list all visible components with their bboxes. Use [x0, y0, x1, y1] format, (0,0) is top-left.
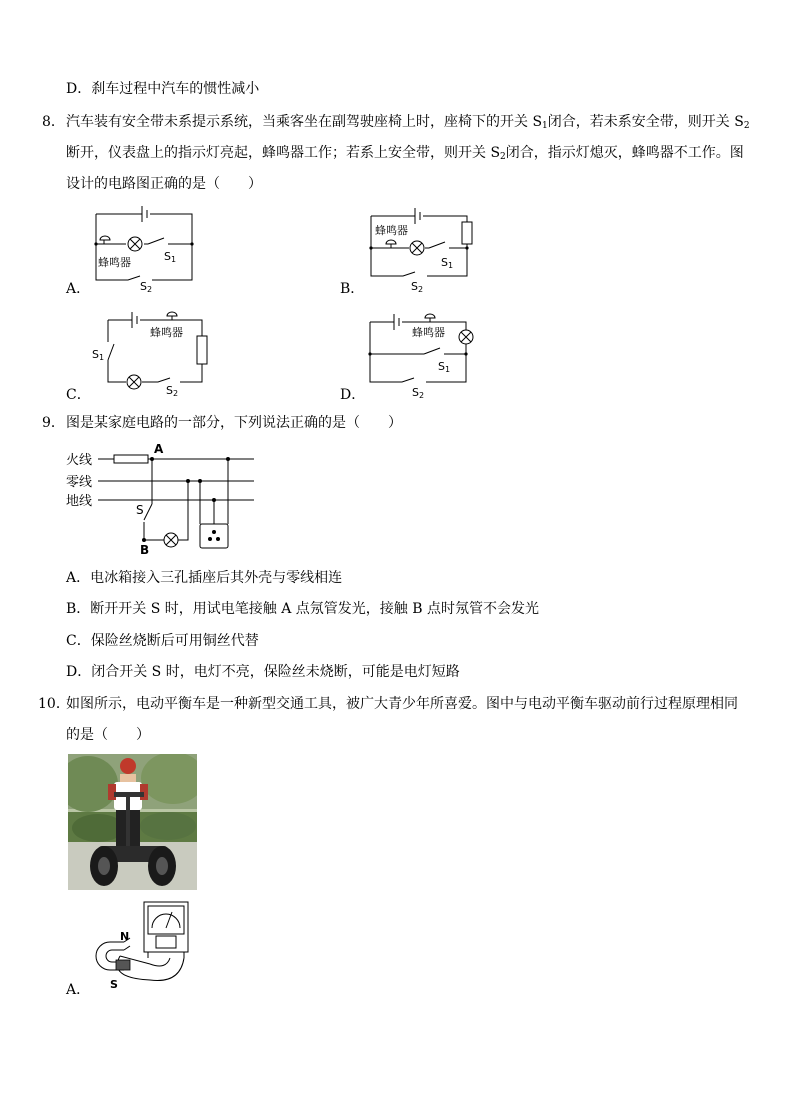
balance-scooter-photo: [68, 754, 197, 890]
q10-stem-line-1: 如图所示，电动平衡车是一种新型交通工具，被广大青少年所喜爱。图中与电动平衡车驱动前行过程原理相同: [66, 696, 738, 712]
q9-option-d[interactable]: D．闭合开关 S 时，电灯不亮，保险丝未烧断，可能是电灯短路: [66, 664, 460, 680]
q8-option-a-label[interactable]: A．: [66, 281, 91, 297]
switch-s-label: S: [136, 503, 144, 517]
buzzer-label: 蜂鸣器: [412, 326, 445, 339]
q8-stem-text: 汽车装有安全带未系提示系统，当乘客坐在副驾驶座椅上时，座椅下的开关 S: [66, 114, 543, 130]
north-pole-label: N: [120, 930, 130, 943]
q8-stem-text: 断开，仪表盘上的指示灯亮起，蜂鸣器工作；若系上安全带，则开关 S: [66, 145, 501, 161]
s2-label: S2: [412, 386, 425, 398]
subscript: 2: [743, 121, 750, 131]
q8-number: 8．: [42, 114, 65, 130]
q8-circuit-a: [90, 200, 200, 292]
q8-circuit-c: [88, 306, 210, 398]
s1-label: S1: [441, 256, 454, 270]
q10-option-a-label[interactable]: A．: [66, 982, 91, 998]
q9-option-a[interactable]: A．电冰箱接入三孔插座后其外壳与零线相连: [66, 570, 343, 586]
q9-option-b[interactable]: B．断开开关 S 时，用试电笔接触 A 点氖管发光，接触 B 点时氖管不会发光: [66, 601, 539, 617]
subscript: 2: [500, 152, 506, 162]
q8-option-d-label[interactable]: D．: [340, 387, 366, 403]
q8-stem-line-3: 设计的电路图正确的是（ ）: [66, 176, 262, 192]
s1-label: S1: [438, 360, 451, 374]
q8-circuit-d: [364, 308, 484, 398]
q8-stem-text: 闭合，指示灯熄灭，蜂鸣器不工作。图: [505, 145, 744, 161]
q8-stem-text: 闭合，若未系安全带，则开关 S: [547, 114, 744, 130]
s2-label: S2: [166, 384, 179, 398]
q8-option-c-label[interactable]: C．: [66, 387, 91, 403]
neutral-wire-label: 零线: [66, 475, 93, 490]
q8-stem-line-2: [66, 144, 744, 166]
q10-stem-line-2: 的是（ ）: [66, 727, 150, 743]
q9-option-c[interactable]: C．保险丝烧断后可用铜丝代替: [66, 633, 259, 649]
ground-wire-label: 地线: [66, 494, 93, 509]
s2-label: S2: [411, 280, 424, 294]
s1-label: S1: [164, 250, 177, 264]
s1-label: S1: [92, 348, 105, 362]
q10-number: 10．: [38, 696, 70, 712]
q8-option-b-label[interactable]: B．: [340, 281, 365, 297]
point-b-label: B: [140, 543, 150, 557]
buzzer-label: 蜂鸣器: [375, 224, 408, 237]
south-pole-label: S: [110, 978, 118, 991]
buzzer-label: 蜂鸣器: [98, 256, 131, 269]
s2-label: S2: [140, 280, 153, 292]
q9-stem: 图是某家庭电路的一部分，下列说法正确的是（ ）: [66, 415, 402, 431]
q8-stem-line-1: [66, 113, 750, 135]
q10-option-a-figure: [90, 898, 200, 992]
q9-household-circuit: [64, 442, 264, 557]
fire-wire-label: 火线: [66, 453, 93, 468]
buzzer-label: 蜂鸣器: [150, 326, 183, 339]
subscript: 1: [542, 121, 548, 131]
q7-option-d: D．刹车过程中汽车的惯性减小: [66, 81, 260, 97]
point-a-label: A: [154, 442, 164, 456]
q8-circuit-b: [365, 204, 480, 294]
q9-number: 9．: [42, 415, 65, 431]
